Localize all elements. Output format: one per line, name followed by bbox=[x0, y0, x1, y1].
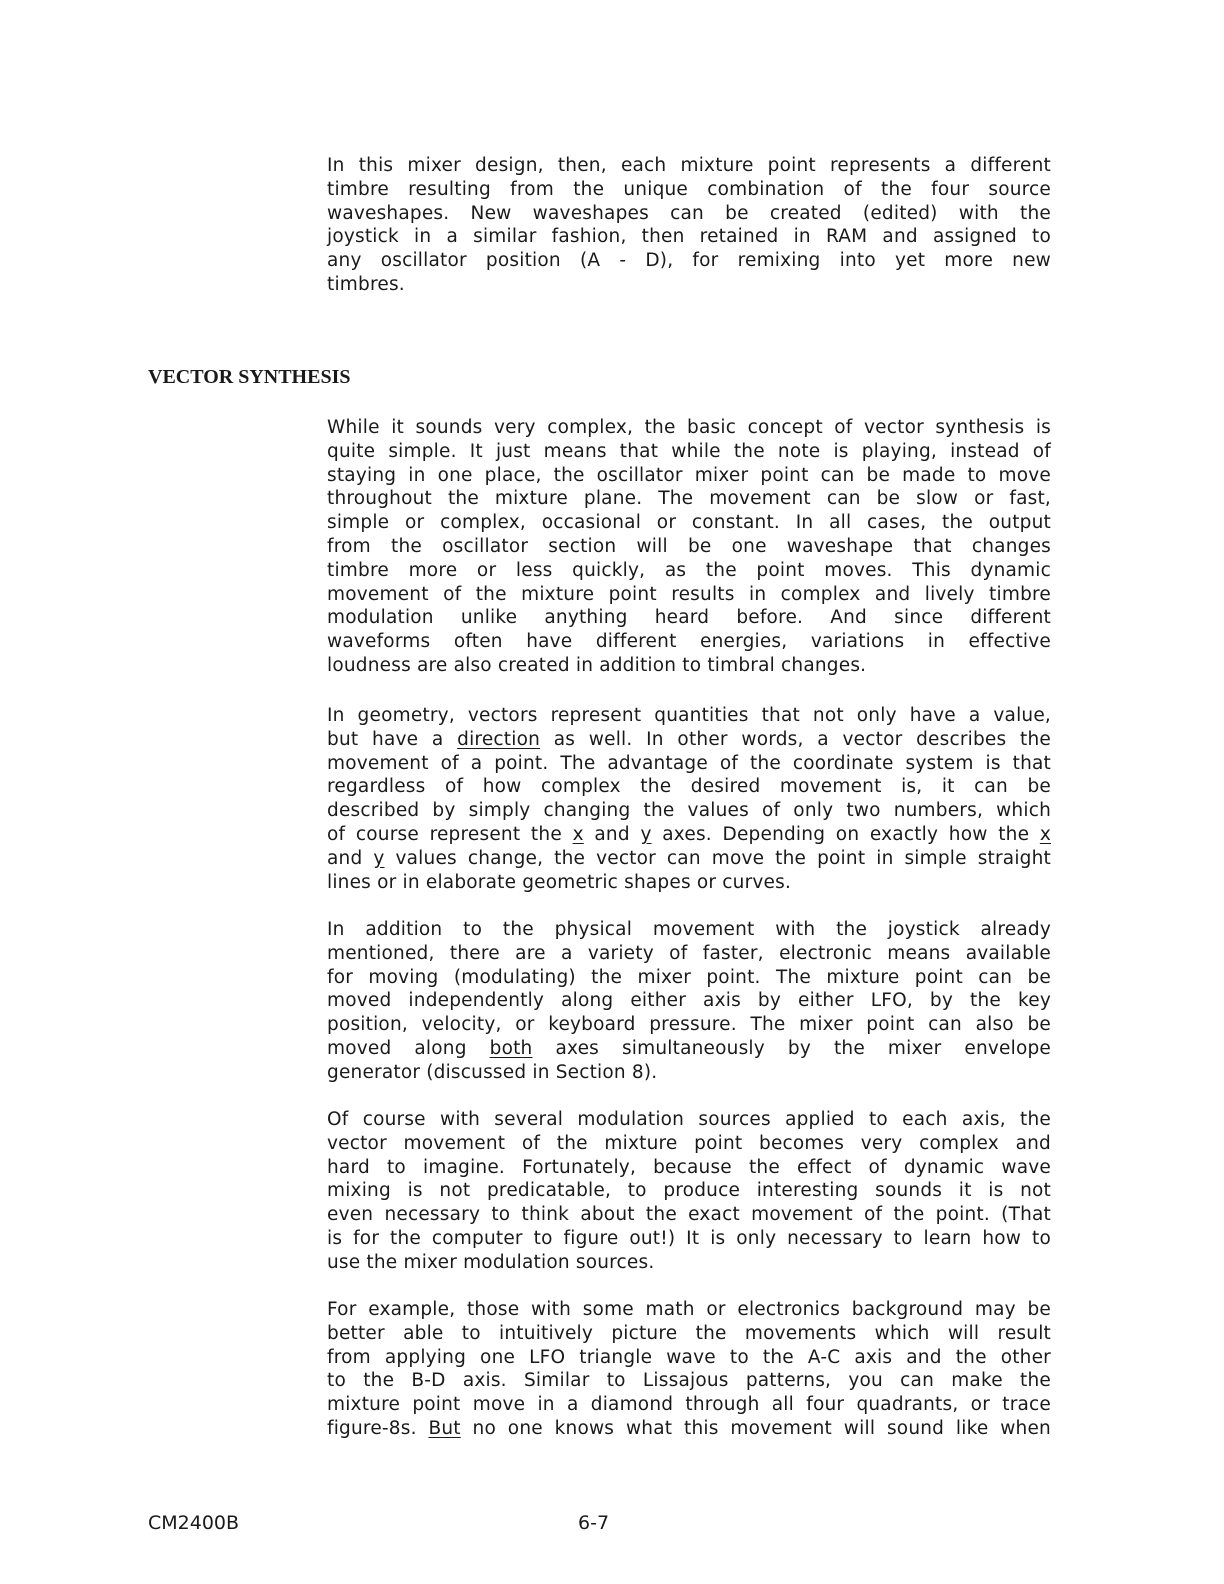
text-segment: In geometry, vectors represent quantities that not only have a value, bbox=[327, 705, 1051, 726]
text-segment: movement of the mixture point results in complex and lively timbre bbox=[327, 583, 1051, 605]
paragraph-modulation-means bbox=[327, 918, 1051, 1085]
underlined-text: direction bbox=[457, 728, 541, 750]
text-line bbox=[327, 1061, 1051, 1085]
section-heading: VECTOR SYNTHESIS bbox=[148, 366, 351, 388]
paragraph-mixer-design bbox=[327, 154, 1051, 297]
text-segment: even necessary to think about the exact movement of the point. (That bbox=[327, 1204, 1051, 1226]
underlined-text: y bbox=[640, 823, 652, 845]
text-segment: better able to intuitively picture the movements which will result bbox=[327, 1322, 1051, 1344]
text-line bbox=[327, 1417, 1051, 1441]
text-line bbox=[327, 1132, 1051, 1156]
text-segment: and bbox=[583, 823, 641, 845]
text-segment: timbre resulting from the unique combination of the four source bbox=[327, 178, 1051, 200]
text-segment: For example, those with some math or electronics background may be bbox=[327, 1299, 1051, 1320]
text-segment: joystick in a similar fashion, then retained in RAM and assigned to bbox=[327, 226, 1051, 248]
document-id: CM2400B bbox=[148, 1512, 240, 1534]
text-line bbox=[327, 583, 1051, 607]
text-segment: values change, the vector can move the point in simple straight bbox=[384, 847, 1051, 869]
text-line bbox=[327, 942, 1051, 966]
text-segment: While it sounds very complex, the basic concept of vector synthesis is bbox=[327, 417, 1051, 438]
text-segment: moved independently along either axis by either LFO, by the key bbox=[327, 990, 1051, 1012]
text-segment: waveforms often have different energies, variations in effective bbox=[327, 631, 1051, 653]
text-line bbox=[327, 966, 1051, 990]
text-segment: from the oscillator section will be one waveshape that changes bbox=[327, 535, 1051, 557]
underlined-text: both bbox=[489, 1037, 533, 1059]
text-line bbox=[327, 249, 1051, 273]
text-segment: axes simultaneously by the mixer envelope bbox=[532, 1037, 1052, 1059]
text-line bbox=[327, 606, 1051, 630]
text-line bbox=[327, 511, 1051, 535]
text-line bbox=[327, 178, 1051, 202]
text-segment: modulation unlike anything heard before. And since different bbox=[327, 607, 1051, 629]
text-segment: simple or complex, occasional or constant. In all cases, the output bbox=[327, 512, 1051, 534]
text-line bbox=[327, 1013, 1051, 1037]
text-line bbox=[327, 728, 1051, 752]
text-line bbox=[327, 273, 1051, 297]
text-line bbox=[327, 752, 1051, 776]
paragraph-geometry bbox=[327, 704, 1051, 894]
text-line bbox=[327, 799, 1051, 823]
text-segment: as well. In other words, a vector describes the bbox=[540, 728, 1051, 750]
underlined-text: But bbox=[428, 1417, 461, 1439]
text-line bbox=[327, 487, 1051, 511]
text-segment: In this mixer design, then, each mixture point represents a different bbox=[327, 155, 1051, 176]
text-segment: vector movement of the mixture point becomes very complex and bbox=[327, 1132, 1051, 1154]
text-line bbox=[327, 225, 1051, 249]
text-line bbox=[327, 416, 1051, 440]
text-segment: and bbox=[327, 847, 374, 869]
text-segment: moved along bbox=[327, 1037, 490, 1059]
text-line bbox=[327, 654, 1051, 678]
text-line bbox=[327, 918, 1051, 942]
text-line bbox=[327, 464, 1051, 488]
text-segment: axes. Depending on exactly how the bbox=[651, 823, 1040, 845]
text-line bbox=[327, 989, 1051, 1013]
text-segment: of course represent the bbox=[327, 823, 573, 845]
text-line bbox=[327, 1037, 1051, 1061]
text-line bbox=[327, 1298, 1051, 1322]
text-segment: position, velocity, or keyboard pressure. The mixer point can also be bbox=[327, 1014, 1051, 1036]
text-segment: no one knows what this movement will sound like when bbox=[460, 1417, 1051, 1439]
text-segment: In addition to the physical movement with the joystick already bbox=[327, 919, 1051, 940]
text-line bbox=[327, 1108, 1051, 1132]
text-line bbox=[327, 535, 1051, 559]
text-line bbox=[327, 1251, 1051, 1275]
text-segment: for moving (modulating) the mixer point. The mixture point can be bbox=[327, 966, 1051, 988]
text-line bbox=[327, 1156, 1051, 1180]
text-segment: any oscillator position (A - D), for remixing into yet more new bbox=[327, 250, 1051, 272]
text-line bbox=[327, 630, 1051, 654]
paragraph-vector-concept bbox=[327, 416, 1051, 678]
text-segment: mentioned, there are a variety of faster, electronic means available bbox=[327, 942, 1051, 964]
text-line bbox=[327, 1179, 1051, 1203]
text-line bbox=[327, 871, 1051, 895]
text-segment: figure-8s. bbox=[327, 1417, 429, 1439]
page-number: 6-7 bbox=[578, 1512, 610, 1534]
text-segment: timbres. bbox=[327, 273, 405, 295]
paragraph-complexity bbox=[327, 1108, 1051, 1275]
text-segment: staying in one place, the oscillator mixer point can be made to move bbox=[327, 464, 1051, 486]
text-segment: Of course with several modulation sources applied to each axis, the bbox=[327, 1109, 1051, 1130]
text-segment: throughout the mixture plane. The movement can be slow or fast, bbox=[327, 488, 1051, 510]
text-line bbox=[327, 440, 1051, 464]
text-segment: regardless of how complex the desired movement is, it can be bbox=[327, 776, 1051, 798]
paragraph-example bbox=[327, 1298, 1051, 1441]
underlined-text: x bbox=[572, 823, 584, 845]
text-line bbox=[327, 154, 1051, 178]
text-line bbox=[327, 704, 1051, 728]
text-segment: mixture point move in a diamond through all four quadrants, or trace bbox=[327, 1394, 1051, 1416]
text-line bbox=[327, 1322, 1051, 1346]
text-line bbox=[327, 823, 1051, 847]
text-segment: timbre more or less quickly, as the point moves. This dynamic bbox=[327, 559, 1051, 581]
text-segment: quite simple. It just means that while the note is playing, instead of bbox=[327, 440, 1051, 462]
underlined-text: y bbox=[373, 847, 385, 869]
text-line bbox=[327, 202, 1051, 226]
text-line bbox=[327, 1393, 1051, 1417]
text-line bbox=[327, 847, 1051, 871]
text-line bbox=[327, 1203, 1051, 1227]
text-line bbox=[327, 1369, 1051, 1393]
text-segment: loudness are also created in addition to timbral changes. bbox=[327, 654, 867, 676]
text-line bbox=[327, 1346, 1051, 1370]
text-segment: generator (discussed in Section 8). bbox=[327, 1061, 658, 1083]
text-segment: from applying one LFO triangle wave to the A-C axis and the other bbox=[327, 1346, 1051, 1368]
text-line bbox=[327, 559, 1051, 583]
text-segment: described by simply changing the values of only two numbers, which bbox=[327, 800, 1051, 822]
text-segment: is for the computer to figure out!) It is only necessary to learn how to bbox=[327, 1227, 1051, 1249]
text-segment: hard to imagine. Fortunately, because the effect of dynamic wave bbox=[327, 1156, 1051, 1178]
text-line bbox=[327, 775, 1051, 799]
text-segment: mixing is not predicatable, to produce interesting sounds it is not bbox=[327, 1180, 1051, 1202]
text-segment: movement of a point. The advantage of the coordinate system is that bbox=[327, 752, 1051, 774]
text-segment: lines or in elaborate geometric shapes or curves. bbox=[327, 871, 792, 893]
text-segment: use the mixer modulation sources. bbox=[327, 1251, 655, 1273]
underlined-text: x bbox=[1039, 823, 1051, 845]
text-segment: waveshapes. New waveshapes can be created (edited) with the bbox=[327, 202, 1051, 224]
text-segment: to the B-D axis. Similar to Lissajous patterns, you can make the bbox=[327, 1370, 1051, 1392]
text-line bbox=[327, 1227, 1051, 1251]
text-segment: but have a bbox=[327, 728, 458, 750]
